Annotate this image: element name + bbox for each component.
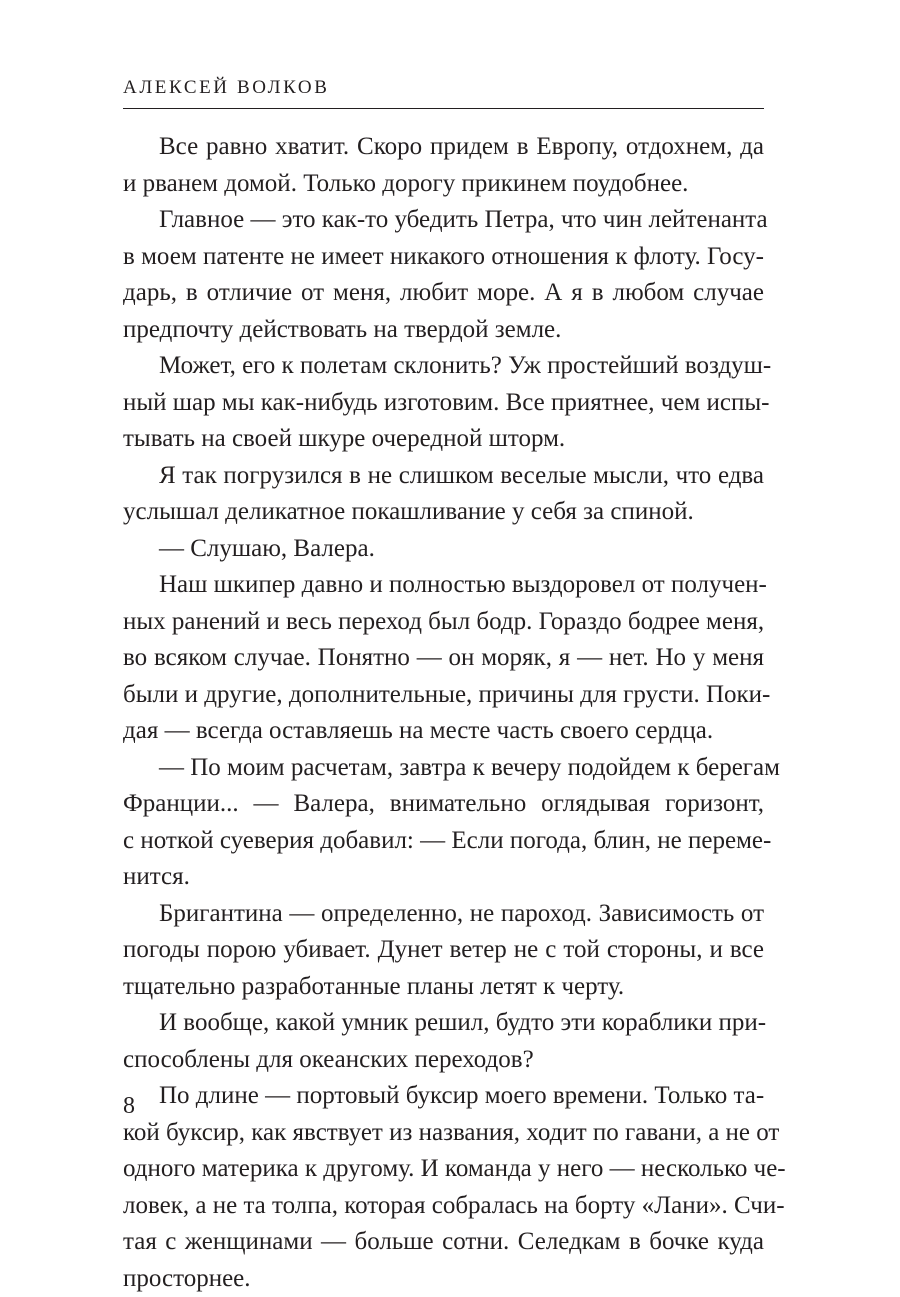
- text-line: погоды порою убивает. Дунет ветер не с той стороны, и все: [123, 932, 764, 969]
- paragraph: [123, 129, 764, 202]
- text-line: По длине — портовый буксир моего времени. Только та-: [123, 1078, 764, 1115]
- text-line: Франции... — Валера, внимательно оглядывая горизонт,: [123, 786, 764, 823]
- text-line: в моем патенте не имеет никакого отношения к флоту. Госу-: [123, 239, 764, 276]
- text-line: тая с женщинами — больше сотни. Селедкам в бочке куда: [123, 1224, 764, 1261]
- paragraph: [123, 1005, 764, 1078]
- text-line: во всяком случае. Понятно — он моряк, я — нет. Но у меня: [123, 640, 764, 677]
- paragraph: [123, 896, 764, 1006]
- text-line: способлены для океанских переходов?: [123, 1042, 764, 1079]
- text-line: тывать на своей шкуре очередной шторм.: [123, 421, 764, 458]
- text-line: — Слушаю, Валера.: [123, 531, 764, 568]
- text-line: Может, его к полетам склонить? Уж простейший воздуш-: [123, 348, 764, 385]
- text-line: Главное — это как-то убедить Петра, что чин лейтенанта: [123, 202, 764, 239]
- text-line: предпочту действовать на твердой земле.: [123, 312, 764, 349]
- text-line: И вообще, какой умник решил, будто эти кораблики при-: [123, 1005, 764, 1042]
- running-head: АЛЕКСЕЙ ВОЛКОВ: [123, 76, 330, 100]
- text-line: дая — всегда оставляешь на месте часть своего сердца.: [123, 713, 764, 750]
- paragraph: [123, 567, 764, 750]
- text-line: Бригантина — определенно, не пароход. Зависимость от: [123, 896, 764, 933]
- text-line: просторнее.: [123, 1261, 764, 1297]
- text-line: ный шар мы как-нибудь изготовим. Все приятнее, чем испы-: [123, 385, 764, 422]
- paragraph: [123, 458, 764, 531]
- text-line: Наш шкипер давно и полностью выздоровел от получен-: [123, 567, 764, 604]
- text-line: кой буксир, как явствует из названия, ходит по гавани, а не от: [123, 1115, 764, 1152]
- text-line: — По моим расчетам, завтра к вечеру подойдем к берегам: [123, 750, 764, 787]
- text-line: и рванем домой. Только дорогу прикинем поудобнее.: [123, 166, 764, 203]
- text-line: были и другие, дополнительные, причины для грусти. Поки-: [123, 677, 764, 714]
- paragraph: [123, 202, 764, 348]
- paragraph: [123, 348, 764, 458]
- body-text: [123, 129, 764, 1297]
- text-line: с ноткой суеверия добавил: — Если погода, блин, не переме-: [123, 823, 764, 860]
- text-line: Все равно хватит. Скоро придем в Европу, отдохнем, да: [123, 129, 764, 166]
- text-line: услышал деликатное покашливание у себя за спиной.: [123, 494, 764, 531]
- paragraph: [123, 1078, 764, 1297]
- text-line: ловек, а не та толпа, которая собралась на борту «Лани». Счи-: [123, 1188, 764, 1225]
- text-line: нится.: [123, 859, 764, 896]
- text-line: ных ранений и весь переход был бодр. Гораздо бодрее меня,: [123, 604, 764, 641]
- paragraph: [123, 750, 764, 896]
- text-line: одного материка к другому. И команда у него — несколько че-: [123, 1151, 764, 1188]
- text-line: Я так погрузился в не слишком веселые мысли, что едва: [123, 458, 764, 495]
- page-number: 8: [123, 1091, 135, 1121]
- header-rule: [123, 108, 764, 109]
- text-line: тщательно разработанные планы летят к черту.: [123, 969, 764, 1006]
- text-line: дарь, в отличие от меня, любит море. А я в любом случае: [123, 275, 764, 312]
- paragraph: [123, 531, 764, 568]
